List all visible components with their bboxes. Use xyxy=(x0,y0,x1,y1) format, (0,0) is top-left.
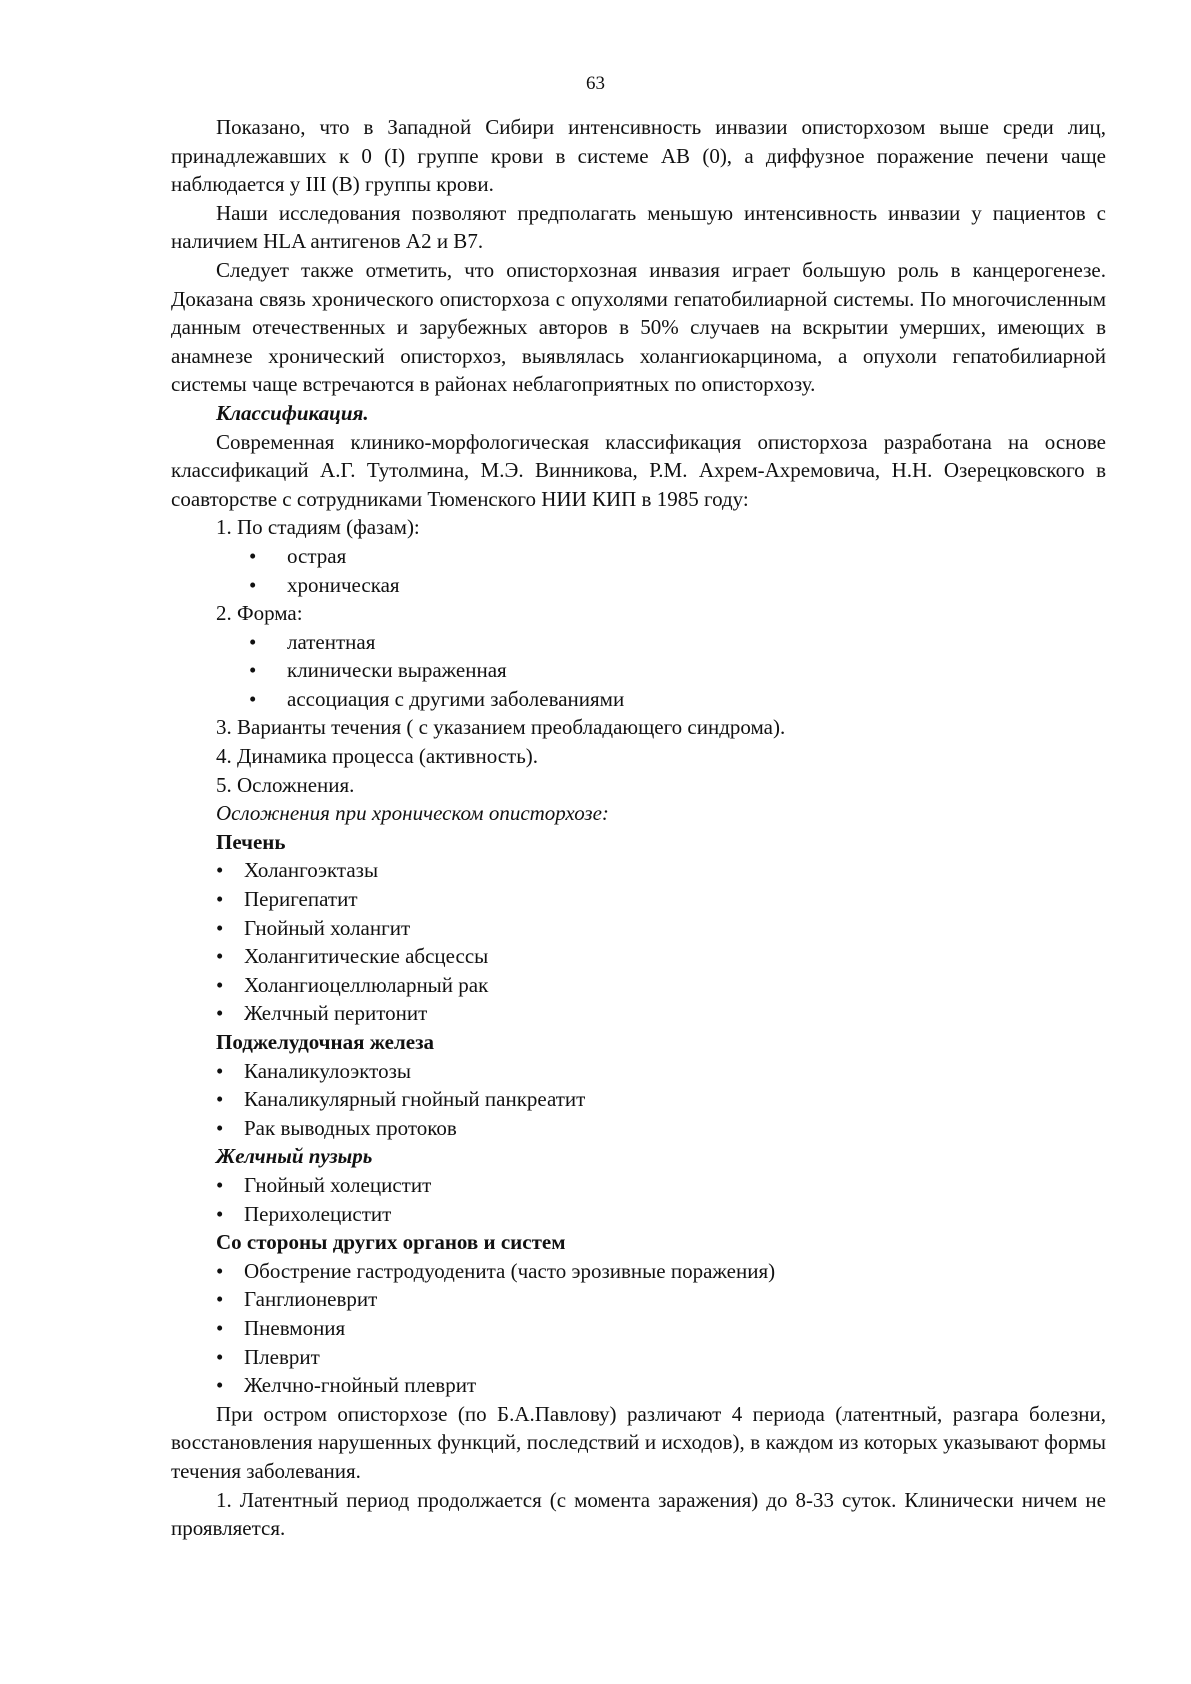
classification-intro: Современная клинико-морфологическая классификация описторхоза разработана на основе классификаций А.Г. Тутолмина, М.Э. Винникова, Р.М. Ахрем-Ахремовича, Н.Н. Озерецковского в соавторстве с сотрудниками Тюменского НИИ КИП в 1985 году: xyxy=(171,429,1106,511)
section-title-gallbladder: Желчный пузырь xyxy=(216,1144,373,1169)
list-item-text: Желчно-гнойный плеврит xyxy=(244,1373,477,1398)
list-item-text: Желчный перитонит xyxy=(244,1001,428,1026)
list-item xyxy=(171,656,1106,685)
bullet-icon: • xyxy=(216,972,224,997)
numbered-item: 2. Форма: xyxy=(216,601,303,626)
list-item-text: клинически выраженная xyxy=(287,658,507,683)
numbered-item: 4. Динамика процесса (активность). xyxy=(216,744,539,769)
bullet-icon: • xyxy=(249,572,257,597)
list-item xyxy=(171,885,1106,914)
numbered-item: 3. Варианты течения ( с указанием преобладающего синдрома). xyxy=(216,715,786,740)
list-item-text: хроническая xyxy=(287,572,400,597)
list-item-text: Пневмония xyxy=(244,1315,346,1340)
paragraph: 1. Латентный период продолжается (с момента заражения) до 8-33 суток. Клинически ничем не проявляется. xyxy=(171,1487,1106,1541)
page-content xyxy=(171,113,1106,1543)
list-item-text: Холангоэктазы xyxy=(244,858,379,883)
list-item-text: Каналикулярный гнойный панкреатит xyxy=(244,1087,586,1112)
list-item xyxy=(171,1200,1106,1229)
list-item xyxy=(171,685,1106,714)
bullet-icon: • xyxy=(216,858,224,883)
bullet-icon: • xyxy=(216,1315,224,1340)
bullet-icon: • xyxy=(216,1001,224,1026)
list-item xyxy=(171,914,1106,943)
paragraph: Следует также отметить, что описторхозная инвазия играет большую роль в канцерогенезе. Доказана связь хронического описторхоза с опухолями гепатобилиарной системы. По многочисленным данным отечественных и зарубежных авторов в 50% случаев на вскрытии умерших, имеющих в анамнезе хронический описторхоз, выявлялась холангиокарцинома, а опухоли гепатобилиарной системы чаще встречаются в районах неблагоприятных по описторхозу. xyxy=(171,257,1106,397)
bullet-icon: • xyxy=(249,543,257,568)
list-item xyxy=(171,1257,1106,1286)
list-item-text: Рак выводных протоков xyxy=(244,1115,457,1140)
paragraph: При остром описторхозе (по Б.А.Павлову) различают 4 периода (латентный, разгара болезни, восстановления нарушенных функций, последствий и исходов), в каждом из которых указывают формы течения заболевания. xyxy=(171,1401,1106,1483)
list-item-text: острая xyxy=(287,543,347,568)
list-item-text: Обострение гастродуоденита (часто эрозивные поражения) xyxy=(244,1258,776,1283)
section-title-liver: Печень xyxy=(216,829,286,854)
bullet-icon: • xyxy=(216,1344,224,1369)
list-item xyxy=(171,571,1106,600)
list-item-text: Перигепатит xyxy=(244,887,358,912)
list-item xyxy=(171,999,1106,1028)
list-item-text: Каналикулоэктозы xyxy=(244,1058,411,1083)
bullet-icon: • xyxy=(249,629,257,654)
list-item xyxy=(171,1057,1106,1086)
bullet-icon: • xyxy=(216,1087,224,1112)
list-item xyxy=(171,542,1106,571)
page-number: 63 xyxy=(586,73,605,94)
section-title-pancreas: Поджелудочная железа xyxy=(216,1030,435,1054)
list-item xyxy=(171,1085,1106,1114)
numbered-item: 5. Осложнения. xyxy=(216,772,355,797)
numbered-item: 1. По стадиям (фазам): xyxy=(216,515,420,540)
bullet-icon: • xyxy=(216,1058,224,1083)
list-item xyxy=(171,628,1106,657)
list-item-text: ассоциация с другими заболеваниями xyxy=(287,686,625,711)
bullet-icon: • xyxy=(216,1172,224,1197)
paragraph: Показано, что в Западной Сибири интенсивность инвазии описторхозом выше среди лиц, принадлежавших к 0 (I) группе крови в системе АВ (0), а диффузное поражение печени чаще наблюдается у III (В) группы крови. xyxy=(171,115,1106,197)
list-item xyxy=(171,1314,1106,1343)
bullet-icon: • xyxy=(216,1287,224,1312)
list-item-text: Перихолецистит xyxy=(244,1201,392,1226)
list-item xyxy=(171,1371,1106,1400)
list-item-text: Плеврит xyxy=(244,1344,320,1369)
section-title-other: Со стороны других органов и систем xyxy=(216,1230,566,1255)
list-item xyxy=(171,942,1106,971)
list-item-text: латентная xyxy=(287,629,376,654)
bullet-icon: • xyxy=(216,887,224,912)
list-item-text: Холангитические абсцессы xyxy=(244,944,489,969)
list-item xyxy=(171,1285,1106,1314)
list-item xyxy=(171,1114,1106,1143)
list-item xyxy=(171,1171,1106,1200)
bullet-icon: • xyxy=(216,1201,224,1226)
bullet-icon: • xyxy=(249,658,257,683)
list-item xyxy=(171,1343,1106,1372)
bullet-icon: • xyxy=(216,1115,224,1140)
bullet-icon: • xyxy=(249,686,257,711)
list-item-text: Холангиоцеллюларный рак xyxy=(244,972,489,997)
paragraph: Наши исследования позволяют предполагать меньшую интенсивность инвазии у пациентов с наличием HLA антигенов А2 и В7. xyxy=(171,200,1106,254)
complications-heading: Осложнения при хроническом описторхозе: xyxy=(216,801,609,826)
list-item-text: Ганглионеврит xyxy=(244,1287,378,1312)
list-item xyxy=(171,971,1106,1000)
list-item xyxy=(171,856,1106,885)
bullet-icon: • xyxy=(216,944,224,969)
list-item-text: Гнойный холецистит xyxy=(244,1172,432,1197)
bullet-icon: • xyxy=(216,1373,224,1398)
classification-heading: Классификация. xyxy=(216,400,369,425)
bullet-icon: • xyxy=(216,915,224,940)
list-item-text: Гнойный холангит xyxy=(244,915,411,940)
bullet-icon: • xyxy=(216,1258,224,1283)
